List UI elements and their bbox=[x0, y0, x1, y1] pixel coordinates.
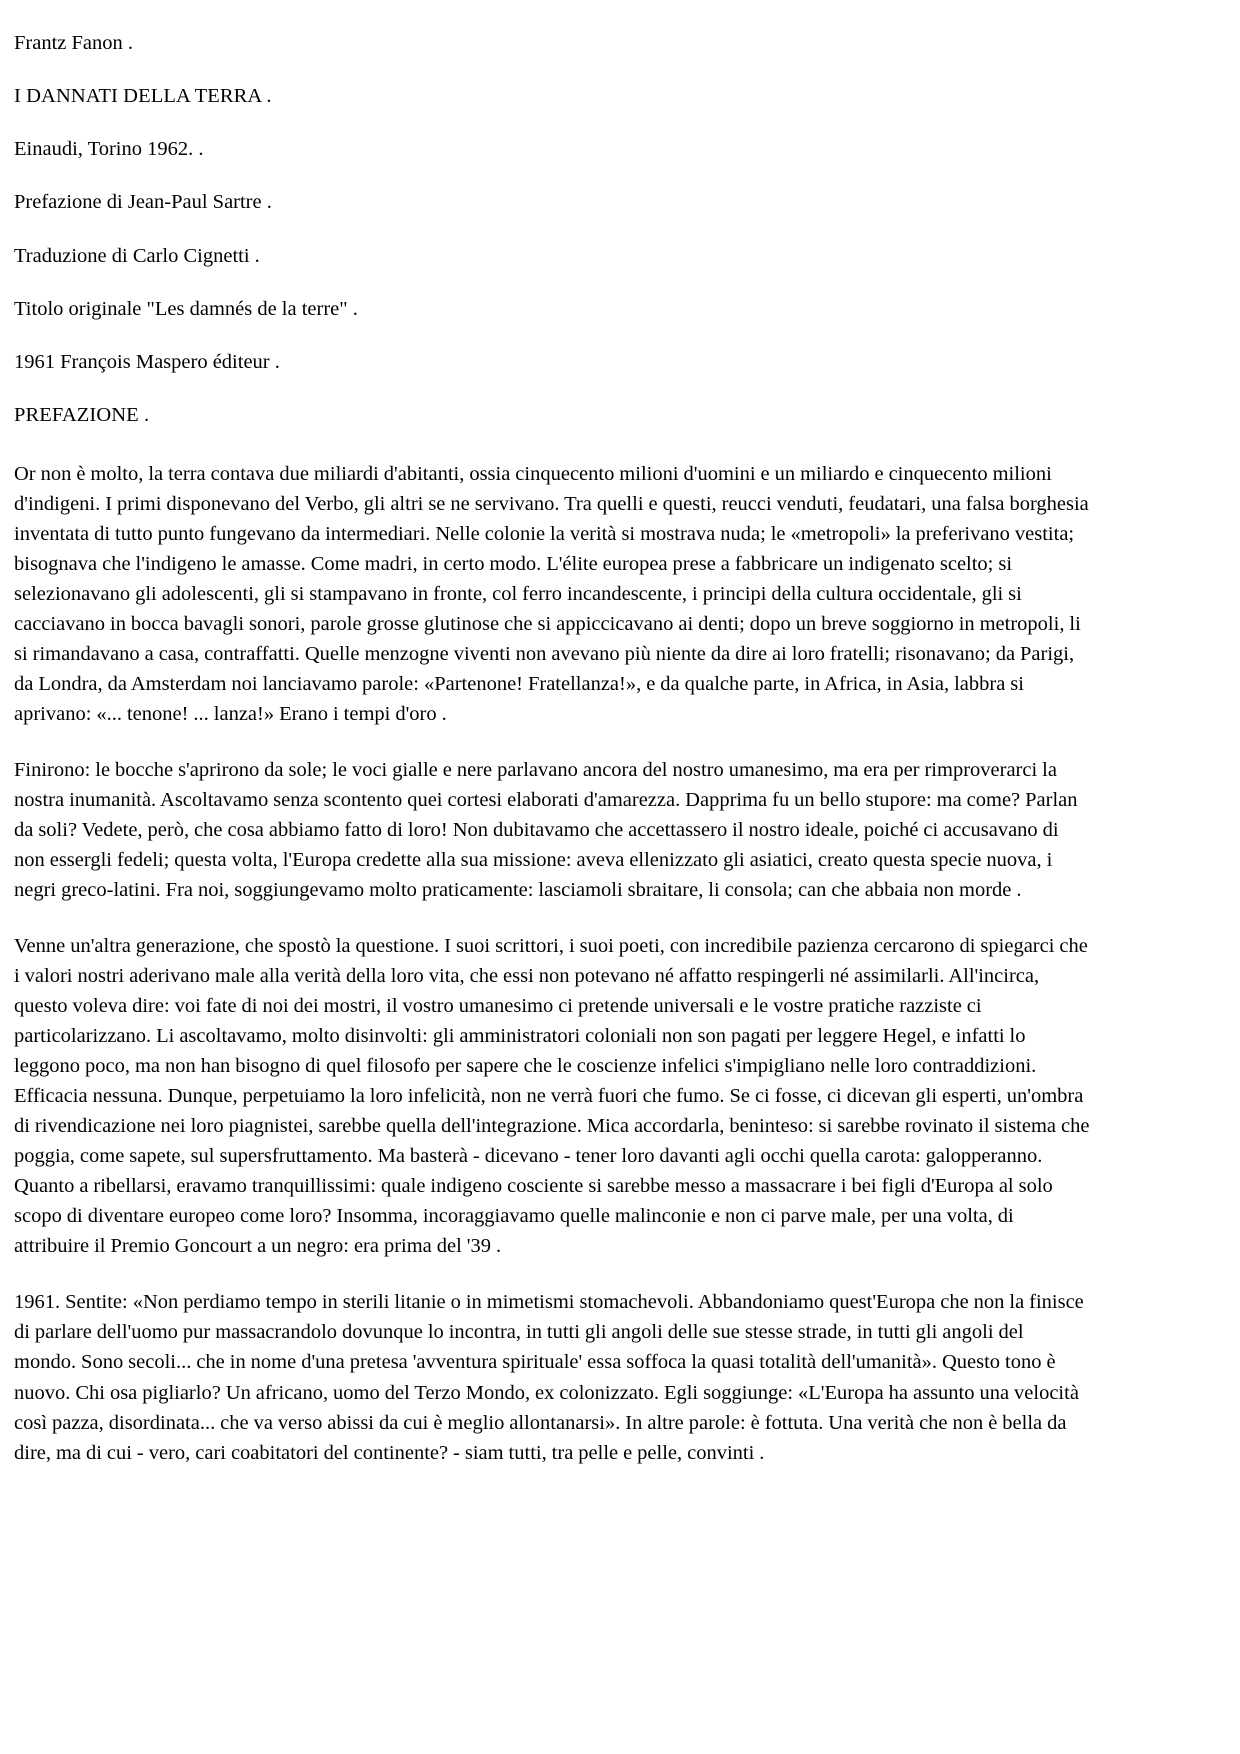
original-title-line: Titolo originale "Les damnés de la terre" . bbox=[14, 297, 358, 320]
preface-author-line: Prefazione di Jean-Paul Sartre . bbox=[14, 191, 272, 214]
body-paragraph-4: 1961. Sentite: «Non perdiamo tempo in sterili litanie o in mimetismi stomachevoli. Abbandoniamo quest'Europa che non la finisce di parlare dell'uomo pur massacrandolo dovunque lo incontra, in tutti gli angoli delle sue stesse strade, in tutti gli angoli del mondo. Sono secoli... che in nome d'una pretesa 'avventura spirituale' essa soffoca la quasi totalità dell'umanità». Questo tono è nuovo. Chi osa pigliarlo? Un africano, uomo del Terzo Mondo, ex colonizzato. Egli soggiunge: «L'Europa ha assunto una velocità così pazza, disordinata... che va verso abissi da cui è meglio allontanarsi». In altre parole: è fottuta. Una verità che non è bella da dire, ma di cui - vero, cari coabitatori del continente? - siam tutti, tra pelle e pelle, convinti . bbox=[14, 1291, 1084, 1464]
translator-line: Traduzione di Carlo Cignetti . bbox=[14, 244, 260, 267]
publisher-line: Einaudi, Torino 1962. . bbox=[14, 138, 204, 161]
body-paragraph-3: Venne un'altra generazione, che spostò la questione. I suoi scrittori, i suoi poeti, con incredibile pazienza cercarono di spiegarci che i valori nostri aderivano male alla verità della loro vita, che essi non potevano né affatto respingerli né assimilarli. All'incirca, questo voleva dire: voi fate di noi dei mostri, il vostro umanesimo ci pretende universali e le vostre pratiche razziste ci particolarizzano. Li ascoltavamo, molto disinvolti: gli amministratori coloniali non son pagati per leggere Hegel, e infatti lo leggono poco, ma non han bisogno di quel filosofo per sapere che le coscienze infelici s'impigliano nelle loro contraddizioni. Efficacia nessuna. Dunque, perpetuiamo la loro infelicità, non ne verrà fuori che fumo. Se ci fosse, ci dicevan gli esperti, un'ombra di rivendicazione nei loro piagnistei, sarebbe quella dell'integrazione. Mica accordarla, beninteso: si sarebbe rovinato il sistema che poggia, come sapete, sul supersfruttamento. Ma basterà - dicevano - tener loro davanti agli occhi quella carota: galopperanno. Quanto a ribellarsi, eravamo tranquillissimi: quale indigeno cosciente si sarebbe messo a massacrare i bei figli d'Europa al solo scopo di diventare europeo come loro? Insomma, incoraggiavamo quelle malinconie e non ci parve male, per una volta, di attribuire il Premio Goncourt a un negro: era prima del '39 . bbox=[14, 935, 1090, 1258]
book-title-line: I DANNATI DELLA TERRA . bbox=[14, 85, 272, 108]
copyright-line: 1961 François Maspero éditeur . bbox=[14, 350, 280, 373]
author-line: Frantz Fanon . bbox=[14, 32, 133, 54]
body-paragraph-1: Or non è molto, la terra contava due miliardi d'abitanti, ossia cinquecento milioni d'uomini e un miliardo e cinquecento milioni d'indigeni. I primi disponevano del Verbo, gli altri se ne servivano. Tra quelli e questi, reucci venduti, feudatari, una falsa borghesia inventata di tutto punto fungevano da intermediari. Nelle colonie la verità si mostrava nuda; le «metropoli» la preferivano vestita; bisognava che l'indigeno le amasse. Come madri, in certo modo. L'élite europea prese a fabbricare un indigenato scelto; si selezionavano gli adolescenti, gli si stampavano in fronte, col ferro incandescente, i principi della cultura occidentale, gli si cacciavano in bocca bavagli sonori, parole grosse glutinose che si appiccicavano ai denti; dopo un breve soggiorno in metropoli, li si rimandavano a casa, contraffatti. Quelle menzogne viventi non avevano più niente da dire ai loro fratelli; risonavano; da Parigi, da Londra, da Amsterdam noi lanciavamo parole: «Partenone! Fratellanza!», e da qualche parte, in Africa, in Asia, labbra si aprivano: «... tenone! ... lanza!» Erano i tempi d'oro . bbox=[14, 462, 1089, 725]
section-heading-prefazione: PREFAZIONE . bbox=[14, 403, 150, 426]
document-body bbox=[14, 30, 1090, 1468]
body-paragraph-2: Finirono: le bocche s'aprirono da sole; le voci gialle e nere parlavano ancora del nostro umanesimo, ma era per rimproverarci la nostra inumanità. Ascoltavamo senza scontento quei cortesi elaborati d'amarezza. Dapprima fu un bello stupore: ma come? Parlan da soli? Vedete, però, che cosa abbiamo fatto di loro! Non dubitavamo che accettassero il nostro ideale, poiché ci accusavano di non essergli fedeli; questa volta, l'Europa credette alla sua missione: aveva ellenizzato gli asiatici, creato questa specie nuova, i negri greco-latini. Fra noi, soggiungevamo molto praticamente: lasciamoli sbraitare, li consola; can che abbaia non morde . bbox=[14, 758, 1078, 902]
